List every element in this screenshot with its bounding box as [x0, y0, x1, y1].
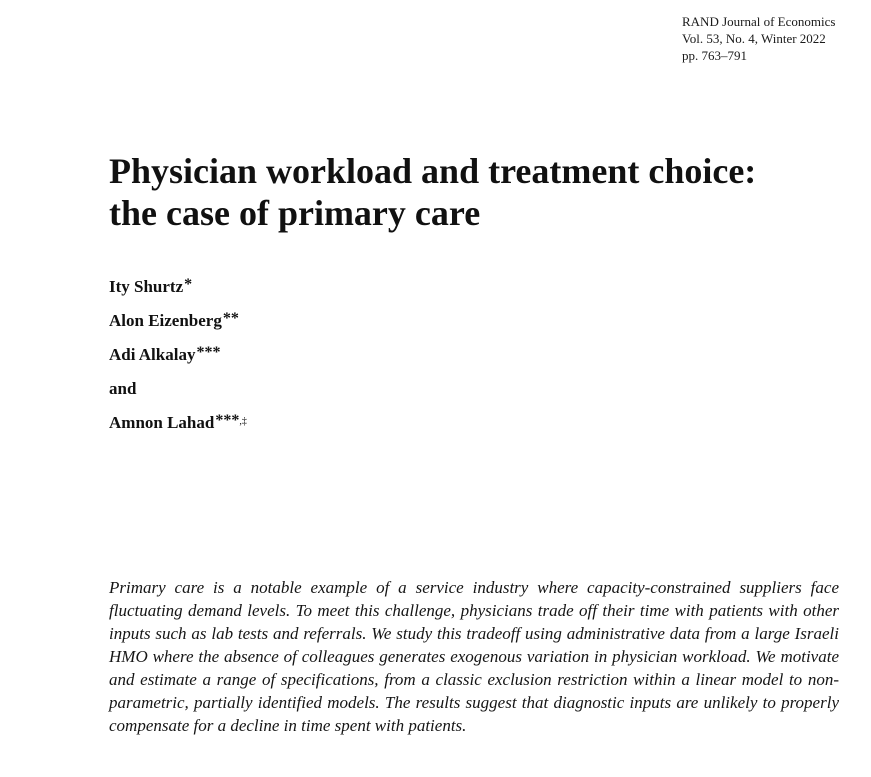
author-affiliation-mark: ***: [215, 412, 240, 429]
journal-name: RAND Journal of Economics: [682, 14, 836, 29]
author-conjunction-text: and: [109, 379, 137, 398]
author-footnote-mark: ,‡: [239, 416, 247, 427]
title-line-1: Physician workload and treatment choice:: [109, 151, 757, 191]
abstract: Primary care is a notable example of a service industry where capacity-constrained suppliers face fluctuating demand levels. To meet this challenge, physicians trade off their time with patients with other inputs such as lab tests and referrals. We study this tradeoff using administrative data from a large Israeli HMO where the absence of colleagues generates exogenous variation in physician workload. We motivate and estimate a range of specifications, from a classic exclusion restriction within a linear model to non-parametric, partially identified models. The results suggest that diagnostic inputs are unlikely to properly compensate for a decline in time spent with patients.: [109, 578, 839, 735]
journal-volume-issue: Vol. 53, No. 4, Winter 2022: [682, 31, 826, 46]
author-list: [109, 272, 247, 442]
author-line: [109, 272, 247, 306]
author-affiliation-mark: ***: [196, 344, 221, 361]
paper-title: [109, 150, 849, 234]
author-name: Adi Alkalay: [109, 345, 196, 364]
author-line: [109, 340, 247, 374]
author-name: Alon Eizenberg: [109, 311, 222, 330]
author-line: [109, 408, 247, 442]
title-line-2: the case of primary care: [109, 193, 481, 233]
author-affiliation-mark: *: [184, 276, 193, 293]
author-line: [109, 306, 247, 340]
journal-pages: pp. 763–791: [682, 48, 747, 63]
journal-header: [682, 13, 835, 64]
author-name: Ity Shurtz: [109, 277, 184, 296]
author-conjunction: [109, 374, 247, 408]
author-affiliation-mark: **: [222, 310, 239, 327]
author-name: Amnon Lahad: [109, 413, 215, 432]
